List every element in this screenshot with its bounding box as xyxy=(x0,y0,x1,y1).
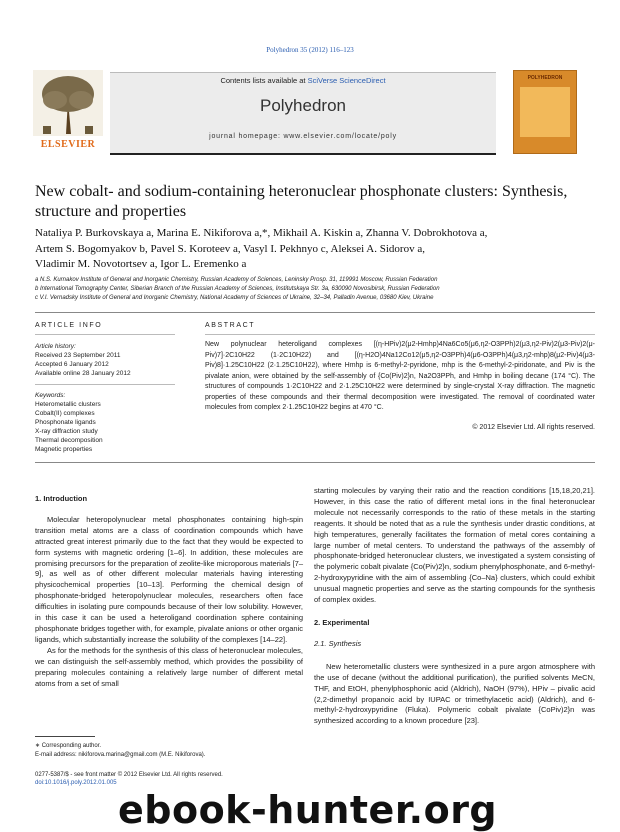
keyword: Heterometallic clusters xyxy=(35,401,101,408)
author-line[interactable]: Nataliya P. Burkovskaya a, Marina E. Nikiforova a,*, Mikhail A. Kiskin a, Zhanna V. Dobrokhotova a, xyxy=(35,227,488,239)
keyword: X-ray diffraction study xyxy=(35,428,98,435)
left-column xyxy=(35,494,303,689)
sciencedirect-link[interactable]: SciVerse ScienceDirect xyxy=(307,76,386,85)
divider xyxy=(35,462,595,463)
article-title: New cobalt- and sodium-containing heteronuclear phosphonate clusters: Synthesis, structure and properties xyxy=(35,183,568,220)
history-label: Article history: xyxy=(35,343,76,350)
right-column xyxy=(314,486,595,727)
cover-artwork xyxy=(520,87,570,137)
footnotes xyxy=(35,742,303,760)
synthesis-heading: 2.1. Synthesis xyxy=(314,638,362,648)
corresponding-author-note: ∗ Corresponding author. xyxy=(35,743,102,749)
journal-homepage[interactable]: journal homepage: www.elsevier.com/locate/poly xyxy=(209,133,397,140)
affiliation: b International Tomography Center, Siberian Branch of the Russian Academy of Sciences, Institutskaya Str. 3a, 630090 Novosibirsk, Russian Federation xyxy=(35,286,440,292)
footnote-rule xyxy=(35,736,95,737)
cover-title: POLYHEDRON xyxy=(527,75,563,81)
history-item: Available online 28 January 2012 xyxy=(35,370,131,377)
introduction-paragraph-continued: starting molecules by varying their ratio and the reaction conditions [15,18,20,21]. However, in this case the ratio of different metal ions in the final heteronuclear molecule not necessarily corresponds to the ratio of these metals in the starting reagents. It should be noted that as a rule the synthesis under drastic conditions, at high temperatures, generally facilitates the formation of metal cores containing a large number of metal centers. To understand the pathways of the assembly of phosphonate-bridged heteronuclear clusters, we investigated a system consisting of the polymeric cobalt pivalate {Co(Piv)2}n, sodium phenylphosphonate, and 6-methyl-2-hydroxypyridine with the aim of assembling {Co–Na} clusters, which could exhibit unusual magnetic properties and serve as the starting compounds for the synthesis of complex oxides. xyxy=(314,486,595,605)
history-item: Received 23 September 2011 xyxy=(35,352,121,359)
publisher-name: ELSEVIER xyxy=(40,139,96,150)
divider xyxy=(35,312,595,313)
doi-link[interactable]: doi:10.1016/j.poly.2012.01.005 xyxy=(35,780,117,786)
introduction-heading: 1. Introduction xyxy=(35,494,88,503)
affiliation: a N.S. Kurnakov Institute of General and Inorganic Chemistry, Russian Academy of Sciences, Leninsky Prosp. 31, 119991 Moscow, Russian Federation xyxy=(35,277,438,283)
journal-cover-thumbnail[interactable] xyxy=(513,70,577,154)
divider xyxy=(35,334,175,335)
watermark-text: ebook-hunter.org xyxy=(118,788,498,832)
front-matter xyxy=(35,771,303,787)
keyword: Phosphonate ligands xyxy=(35,419,96,426)
affiliations xyxy=(35,276,595,303)
keyword: Thermal decomposition xyxy=(35,437,103,444)
author-email[interactable]: E-mail address: nikiforova.marina@gmail.com (M.E. Nikiforova). xyxy=(35,752,206,758)
author-line[interactable]: Artem S. Bogomyakov b, Pavel S. Koroteev a, Vasyl I. Pekhnyo c, Aleksei A. Sidorov a, xyxy=(35,242,425,255)
introduction-paragraph: Molecular heteropolynuclear metal phosphonates containing high-spin transition metal atoms are a class of coordination compounds which have attracted great interest primarily due to the fact that they would be expected to form systems with magnetic ordering [1–6]. In addition, these molecules are promising precursors for the preparation of zeolite-like microporous materials [7–9], as well as of other different molecular materials having interesting physicochemical properties [10–13]. Performing the chemical design of phosphonate-bridged heteropolynuclear molecules, researchers often face difficulties in isolating pure compounds because of their low solubility. However, in this case it can be used a heteroligand coordination sphere containing phosphonate bridges together with, for example, pivalate anions or other organic ligands, which substantially increase the solubility of the complexes [14–22]. xyxy=(35,514,303,644)
introduction-paragraph: As for the methods for the synthesis of this class of heteronuclear molecules, we can distinguish the self-assembly method, which provides the possibility of preparing molecules containing a relatively large number of different metal atoms from a set of small xyxy=(35,645,303,688)
issn-line: 0277-5387/$ - see front matter © 2012 Elsevier Ltd. All rights reserved. xyxy=(35,772,223,778)
journal-reference[interactable]: Polyhedron 35 (2012) 116–123 xyxy=(266,46,354,54)
abstract-heading: ABSTRACT xyxy=(205,322,256,329)
synthesis-paragraph: New heterometallic clusters were synthesized in a pure argon atmosphere with the use of decane (without the additional purification), the purified solvents MeCN, THF, and EtOH, phenylphosphonic acid (Aldrich), NaOH (97%), HPiv – pivalic acid (2,2-dimethyl propanoic acid by IUPAC or trimethylacetic acid) (Aldrich), and 6-methyl-2-hydroxypyridine (Fluka). Polymeric cobalt pivalate {CoPiv)2}n was synthesized according to a known procedure [23]. xyxy=(314,661,595,726)
affiliation: c V.I. Vernadsky Institute of General and Inorganic Chemistry, National Academy of Sciences of Ukraine, 32–34, Palladin Avenue, 03680 Kiev, Ukraine xyxy=(35,295,434,301)
author-line[interactable]: Vladimir M. Novotortsev a, Igor L. Eremenko a xyxy=(35,258,247,270)
article-info-heading: ARTICLE INFO xyxy=(35,322,103,329)
history-item: Accepted 6 January 2012 xyxy=(35,361,109,368)
divider xyxy=(35,384,175,385)
author-list xyxy=(35,226,595,273)
keywords-label: Keywords: xyxy=(35,392,66,399)
experimental-heading: 2. Experimental xyxy=(314,617,370,627)
contents-line xyxy=(110,76,496,85)
copyright-notice: © 2012 Elsevier Ltd. All rights reserved. xyxy=(472,424,595,431)
article-info xyxy=(35,342,165,454)
keyword: Cobalt(II) complexes xyxy=(35,410,95,417)
contents-prefix: Contents lists available at xyxy=(220,76,308,85)
divider xyxy=(205,334,595,335)
abstract-text: New polynuclear heteroligand complexes [(η-HPiv)2(μ2-Hmhp)4Na6Co5(μ6,η2-O3PPh)2(μ3,η2-Piv)2(μ3-Piv)2(μ-Piv)7]·2C10H22 (1·2C10H22) and [(η-H2O)4Na12Co12(μ5,η2-O3PPh)4(μ6-O3PPh)4(μ3,η2-mhp)8(μ2-Piv)4(μ3-Piv)8]·1.25C10H22 (2·1.25C10H22), where Hmhp is 6-methyl-2-pyridone, mhp is the 6-methyl-2-piridonate, and Piv is the pivalate anion, were obtained by the self-assembly of {Co(Piv)2}n, Na2O3PPh, and Hmhp in boiling decane (174 °C). The structures of compounds 1·2C10H22 and 2·1.25C10H22 were determined by single-crystal X-ray diffraction. The magnetic properties of these compounds and their thermal decomposition were investigated. The removal of coordinated water molecules from complex 2·1.25C10H22 begins at 470 °C. xyxy=(205,341,595,411)
journal-title: Polyhedron xyxy=(259,96,346,115)
keyword: Magnetic properties xyxy=(35,446,93,453)
